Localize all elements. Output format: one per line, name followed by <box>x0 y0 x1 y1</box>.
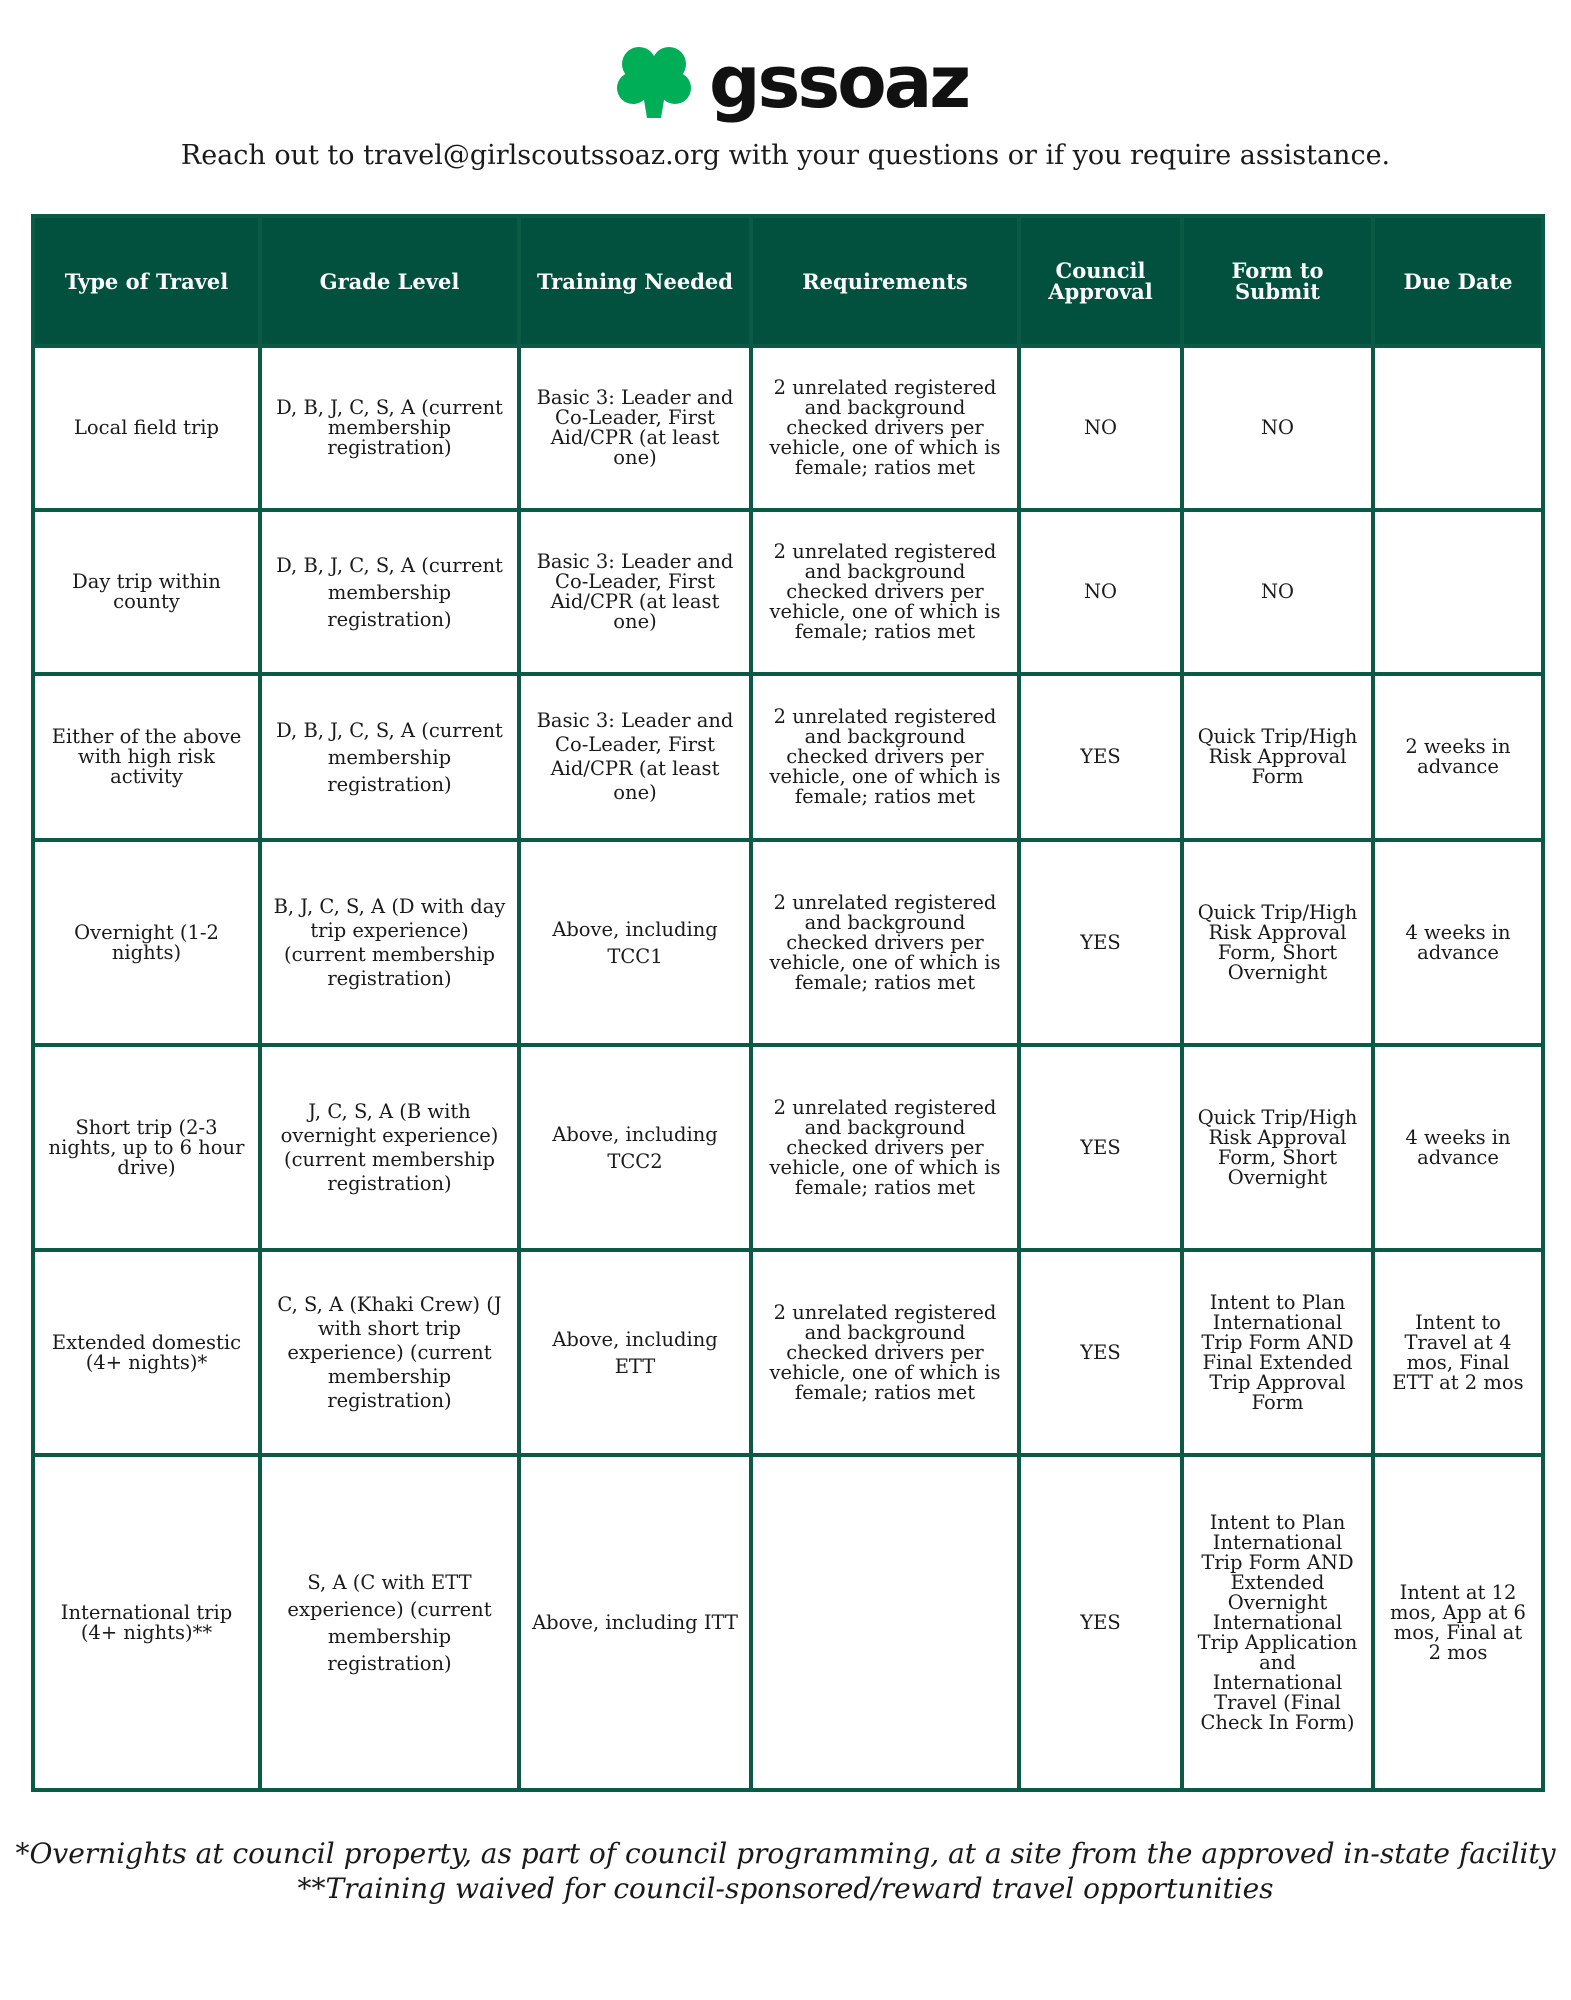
header-due-date: Due Date <box>1373 216 1543 346</box>
cell-type-of-travel: Extended domestic (4+ nights)* <box>33 1250 260 1455</box>
cell-form-to-submit: Quick Trip/High Risk Approval Form, Short Overnight <box>1182 840 1373 1045</box>
footnotes <box>0 1836 1571 1906</box>
cell-training-needed: Above, including TCC2 <box>519 1045 751 1250</box>
header-training-needed: Training Needed <box>519 216 751 346</box>
cell-requirements: 2 unrelated registered and background checked drivers per vehicle, one of which is female; ratios met <box>751 1045 1019 1250</box>
cell-council-approval: YES <box>1019 840 1182 1045</box>
cell-grade-level: S, A (C with ETT experience) (current membership registration) <box>260 1455 519 1790</box>
cell-council-approval: YES <box>1019 674 1182 840</box>
cell-requirements <box>751 1455 1019 1790</box>
cell-type-of-travel: International trip (4+ nights)** <box>33 1455 260 1790</box>
cell-requirements: 2 unrelated registered and background checked drivers per vehicle, one of which is female; ratios met <box>751 346 1019 510</box>
cell-form-to-submit: Quick Trip/High Risk Approval Form <box>1182 674 1373 840</box>
header-requirements: Requirements <box>751 216 1019 346</box>
cell-training-needed: Above, including ITT <box>519 1455 751 1790</box>
cell-grade-level: D, B, J, C, S, A (current membership registration) <box>260 346 519 510</box>
cell-requirements: 2 unrelated registered and background checked drivers per vehicle, one of which is female; ratios met <box>751 674 1019 840</box>
header-form-to-submit: Form to Submit <box>1182 216 1373 346</box>
cell-form-to-submit: Intent to Plan International Trip Form AND Extended Overnight International Trip Application and International Travel (Final Check In Form) <box>1182 1455 1373 1790</box>
cell-training-needed: Above, including ETT <box>519 1250 751 1455</box>
cell-grade-level: D, B, J, C, S, A (current membership registration) <box>260 674 519 840</box>
cell-due-date: 2 weeks in advance <box>1373 674 1543 840</box>
cell-council-approval: YES <box>1019 1250 1182 1455</box>
travel-requirements-table <box>31 214 1545 1792</box>
trefoil-logo-icon <box>617 44 691 120</box>
cell-form-to-submit: NO <box>1182 346 1373 510</box>
cell-requirements: 2 unrelated registered and background checked drivers per vehicle, one of which is female; ratios met <box>751 510 1019 674</box>
cell-form-to-submit: NO <box>1182 510 1373 674</box>
cell-type-of-travel: Day trip within county <box>33 510 260 674</box>
cell-due-date <box>1373 346 1543 510</box>
cell-training-needed: Above, including TCC1 <box>519 840 751 1045</box>
cell-council-approval: YES <box>1019 1455 1182 1790</box>
header-type-of-travel: Type of Travel <box>33 216 260 346</box>
table-row <box>33 1455 1543 1790</box>
cell-type-of-travel: Short trip (2-3 nights, up to 6 hour drive) <box>33 1045 260 1250</box>
cell-grade-level: J, C, S, A (B with overnight experience) (current membership registration) <box>260 1045 519 1250</box>
contact-text: Reach out to travel@girlscoutssoaz.org with your questions or if you require assistance. <box>180 140 1391 171</box>
table-row <box>33 674 1543 840</box>
cell-due-date <box>1373 510 1543 674</box>
logo <box>617 42 968 122</box>
cell-due-date: Intent to Travel at 4 mos, Final ETT at 2 mos <box>1373 1250 1543 1455</box>
header-grade-level: Grade Level <box>260 216 519 346</box>
cell-type-of-travel: Overnight (1-2 nights) <box>33 840 260 1045</box>
cell-form-to-submit: Quick Trip/High Risk Approval Form, Short Overnight <box>1182 1045 1373 1250</box>
cell-type-of-travel: Either of the above with high risk activity <box>33 674 260 840</box>
table-row <box>33 840 1543 1045</box>
footnote: **Training waived for council-sponsored/reward travel opportunities <box>297 1872 1274 1905</box>
cell-grade-level: D, B, J, C, S, A (current membership registration) <box>260 510 519 674</box>
header-council-approval: Council Approval <box>1019 216 1182 346</box>
cell-requirements: 2 unrelated registered and background checked drivers per vehicle, one of which is female; ratios met <box>751 1250 1019 1455</box>
cell-form-to-submit: Intent to Plan International Trip Form AND Final Extended Trip Approval Form <box>1182 1250 1373 1455</box>
cell-due-date: 4 weeks in advance <box>1373 1045 1543 1250</box>
cell-council-approval: NO <box>1019 346 1182 510</box>
brand-name: gssoaz <box>709 40 969 124</box>
footnote: *Overnights at council property, as part of council programming, at a site from the approved in-state facility <box>15 1837 1556 1870</box>
cell-requirements: 2 unrelated registered and background checked drivers per vehicle, one of which is female; ratios met <box>751 840 1019 1045</box>
cell-type-of-travel: Local field trip <box>33 346 260 510</box>
table-row <box>33 346 1543 510</box>
cell-council-approval: YES <box>1019 1045 1182 1250</box>
cell-training-needed: Basic 3: Leader and Co-Leader, First Aid/CPR (at least one) <box>519 510 751 674</box>
cell-due-date: Intent at 12 mos, App at 6 mos, Final at 2 mos <box>1373 1455 1543 1790</box>
table-row <box>33 1250 1543 1455</box>
cell-due-date: 4 weeks in advance <box>1373 840 1543 1045</box>
table-row <box>33 510 1543 674</box>
cell-grade-level: B, J, C, S, A (D with day trip experience) (current membership registration) <box>260 840 519 1045</box>
table-header-row <box>33 216 1543 346</box>
cell-training-needed: Basic 3: Leader and Co-Leader, First Aid/CPR (at least one) <box>519 346 751 510</box>
cell-grade-level: C, S, A (Khaki Crew) (J with short trip experience) (current membership registration) <box>260 1250 519 1455</box>
table-row <box>33 1045 1543 1250</box>
cell-training-needed: Basic 3: Leader and Co-Leader, First Aid/CPR (at least one) <box>519 674 751 840</box>
cell-council-approval: NO <box>1019 510 1182 674</box>
